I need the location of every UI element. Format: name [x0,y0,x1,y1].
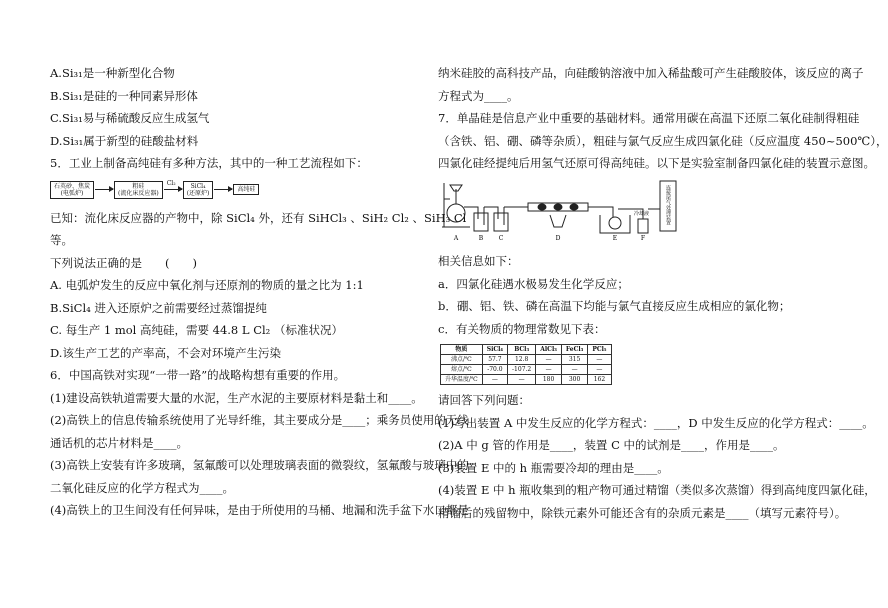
table-cell: — [536,365,562,375]
q5-option-a: A. 电弧炉发生的反应中氧化剂与还原剂的物质的量之比为 1:1 [50,278,364,292]
info-b: b．硼、铝、铁、磷在高温下均能与氯气直接反应生成相应的氯化物； [438,299,791,313]
table-cell: 熔点/℃ [441,365,483,375]
answer-2: (2)A 中 g 管的作用是____，装置 C 中的试剂是____，作用是____。 [438,438,785,452]
q6-part-4b: 纳米硅胶的高科技产品，向硅酸钠溶液中加入稀盐酸可产生硅酸胶体，该反应的离子 [438,66,864,80]
correct-statement-prompt: 下列说法正确的是 ( ) [50,255,197,270]
table-cell: 沸点/℃ [441,355,483,365]
question-6-title: 6．中国高铁对实现“一带一路”的战略构想有重要的作用。 [50,368,346,382]
table-cell: 315 [561,355,587,365]
q6-part-1: (1)建设高铁轨道需要大量的水泥，生产水泥的主要原材料是黏土和____。 [50,390,423,405]
table-header-cell: AlCl₃ [536,345,562,355]
lab-apparatus-diagram [438,179,748,241]
table-header-cell: SiCl₄ [482,345,507,355]
table-cell: — [508,375,536,385]
flow-box-pure-si: 高纯硅 [233,184,259,195]
answer-4b: 精馏后的残留物中，除铁元素外可能还含有的杂质元素是____（填写元素符号）。 [438,505,847,520]
info-a: a．四氯化硅遇水极易发生化学反应； [438,276,629,291]
apparatus-cooling-label: 冷却液 [634,210,650,217]
table-cell: 162 [588,375,611,385]
q6-part-3b: 二氧化硅反应的化学方程式为____。 [50,480,234,495]
table-cell: — [588,355,611,365]
answer-1: (1)写出装置 A 中发生反应的化学方程式：____，D 中发生反应的化学方程式：____。 [438,415,874,430]
question-7-line-2: （含铁、铝、硼、磷等杂质），粗硅与氯气反应生成四氯化硅（反应温度 450~500℃）， [438,133,888,148]
flow-box-crude-si: 粗硅 (流化床反应器) [114,181,163,199]
table-cell: — [561,365,587,375]
option-c-si: C.Si₃₁易与稀硫酸反应生成氢气 [50,111,210,125]
option-d-si: D.Si₃₁属于新型的硅酸盐材料 [50,133,199,148]
q6-part-2b: 通话机的芯片材料是____。 [50,435,188,450]
answer-4a: (4)装置 E 中 h 瓶收集到的粗产物可通过精馏（类似多次蒸馏）得到高纯度四氯化硅， [438,483,876,497]
table-header-cell: BCl₃ [508,345,536,355]
known-line-2: 等。 [50,233,73,247]
q5-option-b: B.SiCl₄ 进入还原炉之前需要经过蒸馏提纯 [50,300,267,315]
question-7-line-1: 7．单晶硅是信息产业中重要的基础材料。通常用碳在高温下还原二氧化硅制得粗硅 [438,111,860,125]
question-7-line-3: 四氯化硅经提纯后用氢气还原可得高纯硅。以下是实验室制备四氯化硅的装置示意图。 [438,156,875,170]
table-cell: 升华温度/℃ [441,375,483,385]
info-c: c．有关物质的物理常数见下表： [438,321,606,336]
q6-part-4a: (4)高铁上的卫生间没有任何异味，是由于所使用的马桶、地漏和洗手盆下水口都是 [50,503,469,517]
physical-constants-table [440,344,612,385]
table-cell: — [482,375,507,385]
apparatus-label: D [555,234,561,242]
process-flow-diagram [50,177,422,203]
apparatus-label: A [453,234,459,242]
flow-arrow-cl2-label: Cl₂ [166,180,176,187]
table-header-cell: 物质 [441,345,483,355]
q5-option-c: C. 每生产 1 mol 高纯硅，需要 44.8 L Cl₂ （标准状况） [50,323,343,337]
apparatus-label: B [478,234,484,242]
answer-3: (3)装置 E 中的 h 瓶需要冷却的理由是____。 [438,460,669,475]
table-cell: 300 [561,375,587,385]
known-line-1: 已知：流化床反应器的产物中，除 SiCl₄ 外，还有 SiHCl₃ 、SiH₂ Cl₂ 、SiH₃ Cl [50,210,467,225]
table-header-cell: FeCl₃ [561,345,587,355]
q6-part-4c: 方程式为____。 [438,88,519,103]
table-header-row [441,345,612,355]
flow-box-reduction-furnace: SiCl₄ (还原炉) [183,181,214,199]
table-row [441,375,612,385]
table-cell: 180 [536,375,562,385]
flow-arrow-1 [95,189,113,190]
q5-option-d: D.该生产工艺的产率高，不会对环境产生污染 [50,345,281,360]
table-cell: -107.2 [508,365,536,375]
table-header-cell: PCl₅ [588,345,611,355]
table-cell: — [588,365,611,375]
right-column [438,62,888,524]
option-a-si: A.Si₃₁是一种新型化合物 [50,66,175,80]
question-5-title: 5．工业上制备高纯硅有多种方法，其中的一种工艺流程如下： [50,156,368,170]
q6-part-3a: (3)高铁上安装有许多玻璃，氢氟酸可以处理玻璃表面的微裂纹，氢氟酸与玻璃中的 [50,458,469,472]
q6-part-2a: (2)高铁上的信息传输系统使用了光导纤维，其主要成分是____；乘务员使用的无线 [50,413,469,427]
table-cell: -70.0 [482,365,507,375]
info-title: 相关信息如下： [438,254,519,268]
flow-arrow-cl2 [164,180,182,190]
apparatus-side-label: 连接尾气处理装置 [665,184,671,225]
table-cell: 12.8 [508,355,536,365]
option-b-si: B.Si₃₁是硅的一种同素异形体 [50,88,198,103]
flow-box-arc-furnace: 石英砂、焦炭 (电弧炉) [50,181,94,199]
apparatus-label: C [498,234,504,242]
table-cell: — [536,355,562,365]
apparatus-label: E [612,234,618,242]
apparatus-label: F [640,234,646,242]
table-row [441,365,612,375]
answer-title: 请回答下列问题： [438,393,530,407]
table-row [441,355,612,365]
flow-arrow-3 [214,189,232,190]
table-cell: 57.7 [482,355,507,365]
